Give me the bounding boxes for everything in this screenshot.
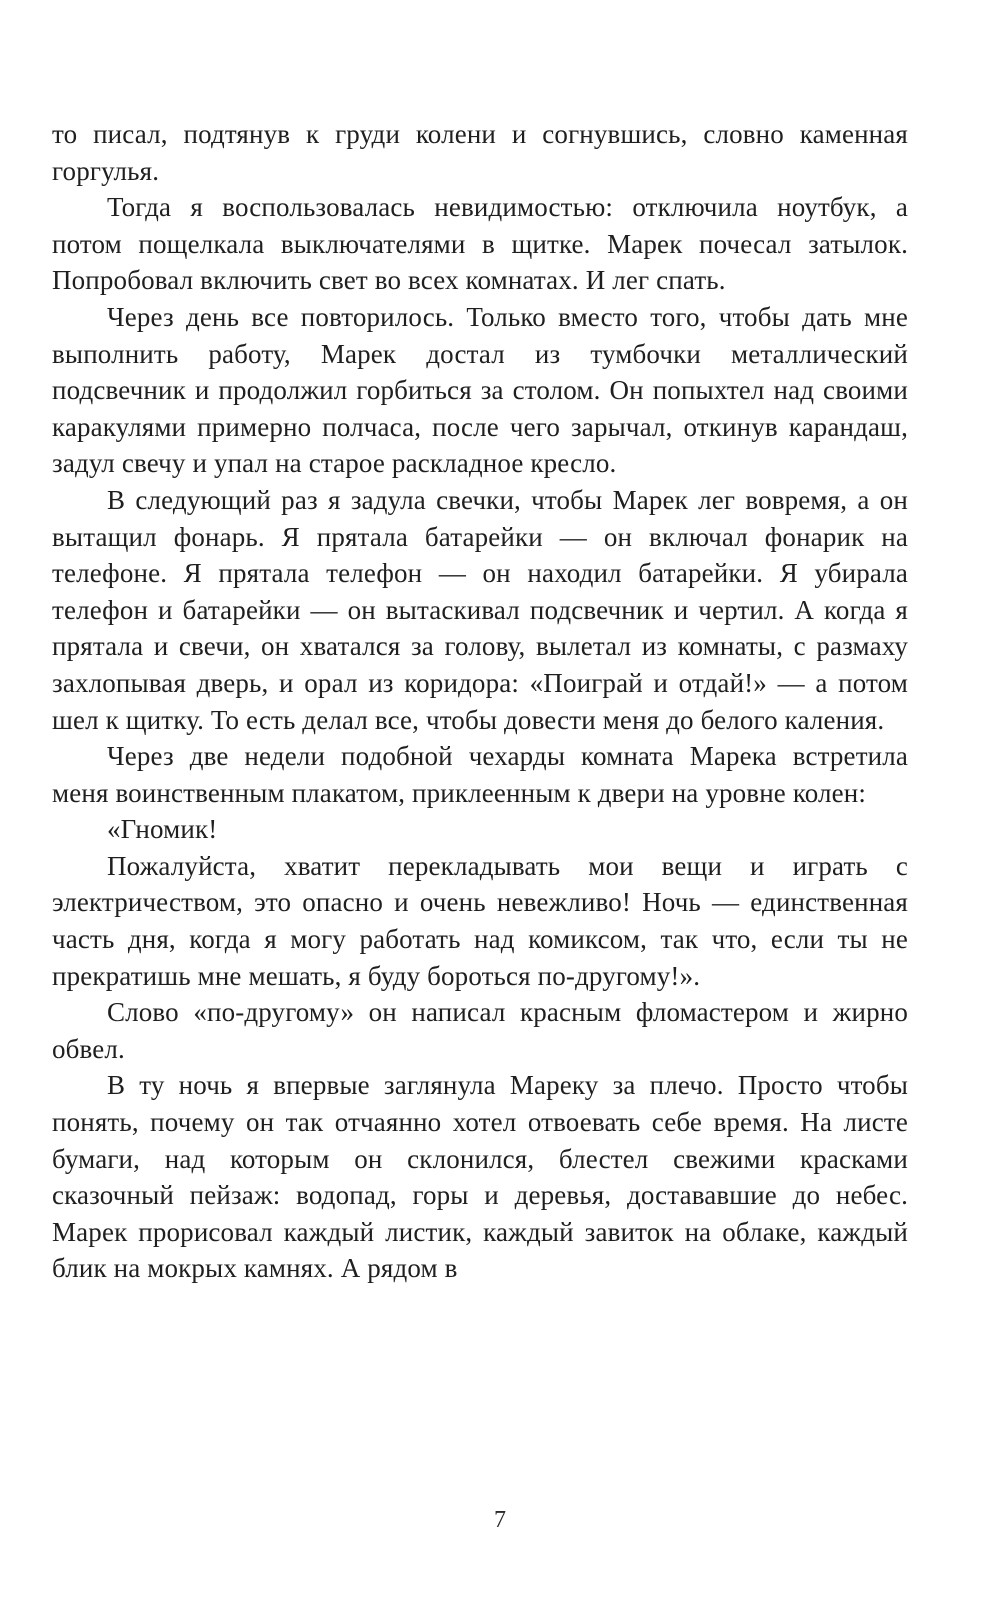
paragraph: Тогда я воспользовалась невидимостью: отключила ноутбук, а потом пощелкала выключателями в щитке. Марек почесал затылок. Попробовал включить свет во всех комнатах. И лег спать. bbox=[52, 192, 908, 296]
paragraph: Через две недели подобной чехарды комната Марека встретила меня воинственным плакатом, приклеенным к двери на уровне колен: bbox=[52, 741, 908, 808]
page-number: 7 bbox=[494, 1507, 506, 1533]
poster-greeting: «Гномик! bbox=[107, 814, 218, 845]
body-text bbox=[52, 116, 908, 1287]
paragraph: В ту ночь я впервые заглянула Мареку за плечо. Просто чтобы понять, почему он так отчаянно хотел отвоевать себе время. На листе бумаги, над которым он склонился, блестел свежими красками сказочный пейзаж: водопад, горы и деревья, достававшие до небес. Марек прорисовал каждый листик, каждый завиток на облаке, каждый блик на мокрых камнях. А рядом в bbox=[52, 1070, 908, 1284]
paragraph: Через день все повторилось. Только вместо того, чтобы дать мне выполнить работу, Марек достал из тумбочки металлический подсвечник и продолжил горбиться за столом. Он попыхтел над своими каракулями примерно полчаса, после чего зарычал, откинув карандаш, задул свечу и упал на старое раскладное кресло. bbox=[52, 301, 908, 479]
paragraph-continuation: то писал, подтянув к груди колени и согнувшись, словно каменная горгулья. bbox=[52, 119, 908, 186]
paragraph: Слово «по-другому» он написал красным фломастером и жирно обвел. bbox=[52, 997, 908, 1064]
paragraph: В следующий раз я задула свечки, чтобы Марек лег вовремя, а он вытащил фонарь. Я прятала батарейки — он включал фонарик на телефоне. Я прятала телефон — он находил батарейки. Я убирала телефон и батарейки — он вытаскивал подсвечник и чертил. А когда я прятала и свечи, он хватался за голову, вылетал из комнаты, с размаху захлопывая дверь, и орал из коридора: «Поиграй и отдай!» — а потом шел к щитку. То есть делал все, чтобы довести меня до белого каления. bbox=[52, 484, 908, 735]
poster-text: Пожалуйста, хватит перекладывать мои вещи и играть с электричеством, это опасно и очень невежливо! Ночь — единственная часть дня, когда я могу работать над комиксом, так что, если ты не прекратишь мне мешать, я буду бороться по-другому!». bbox=[52, 850, 908, 991]
